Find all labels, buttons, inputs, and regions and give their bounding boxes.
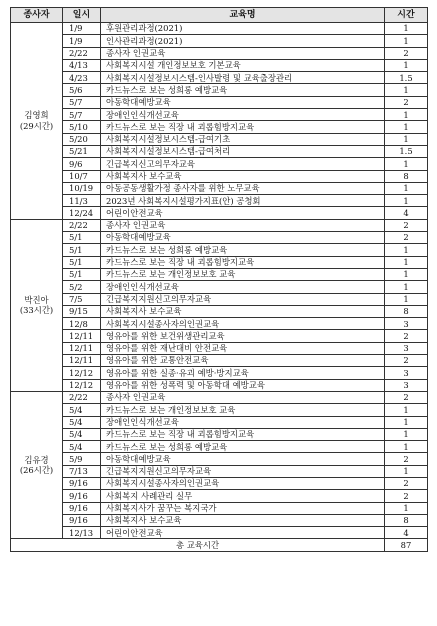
date-cell: 9/15: [63, 305, 101, 317]
hours-cell: 1: [385, 195, 428, 207]
hours-cell: 2: [385, 355, 428, 367]
table-row: [11, 305, 428, 317]
hours-cell: 3: [385, 367, 428, 379]
hours-cell: 1: [385, 84, 428, 96]
hours-cell: 1.5: [385, 145, 428, 157]
hours-cell: 1: [385, 244, 428, 256]
date-cell: 7/5: [63, 293, 101, 305]
date-cell: 2/22: [63, 391, 101, 403]
date-cell: 10/19: [63, 182, 101, 194]
course-cell: 아동학대예방교육: [101, 96, 385, 108]
date-cell: 2/22: [63, 219, 101, 231]
course-cell: 사회복지시설 개인정보보호 기본교육: [101, 59, 385, 71]
course-cell: 사회복지시설정보시스템-인사발령 및 교육출장관리: [101, 72, 385, 84]
hours-cell: 1: [385, 293, 428, 305]
date-cell: 12/12: [63, 379, 101, 391]
course-cell: 영유아를 위한 실종·유괴 예방·방지교육: [101, 367, 385, 379]
table-row: [11, 207, 428, 219]
hours-cell: 1: [385, 441, 428, 453]
course-cell: 사회복지시설정보시스템-급여기초: [101, 133, 385, 145]
header-course: 교육명: [101, 8, 385, 23]
date-cell: 5/7: [63, 109, 101, 121]
date-cell: 1/9: [63, 35, 101, 47]
hours-cell: 3: [385, 318, 428, 330]
table-row: [11, 96, 428, 108]
table-body: [11, 23, 428, 539]
course-cell: 카드뉴스로 보는 직장 내 괴롭힘방지교육: [101, 121, 385, 133]
table-row: [11, 170, 428, 182]
hours-cell: 3: [385, 379, 428, 391]
date-cell: 5/1: [63, 268, 101, 280]
course-cell: 후원관리과정(2021): [101, 23, 385, 35]
date-cell: 4/13: [63, 59, 101, 71]
course-cell: 아동학대예방교육: [101, 232, 385, 244]
date-cell: 12/24: [63, 207, 101, 219]
date-cell: 5/6: [63, 84, 101, 96]
table-row: [11, 182, 428, 194]
hours-cell: 1: [385, 465, 428, 477]
course-cell: 긴급복지지원신고의무자교육: [101, 465, 385, 477]
course-cell: 장애인인식개선교육: [101, 109, 385, 121]
date-cell: 12/8: [63, 318, 101, 330]
staff-total-hours: (29시간): [19, 120, 54, 131]
date-cell: 9/16: [63, 490, 101, 502]
table-row: [11, 158, 428, 170]
course-cell: 영유아를 위한 보건위생관리교육: [101, 330, 385, 342]
header-date: 일시: [63, 8, 101, 23]
course-cell: 영유아를 위한 재난대비 안전교육: [101, 342, 385, 354]
table-row: [11, 490, 428, 502]
table-row: [11, 465, 428, 477]
date-cell: 5/1: [63, 256, 101, 268]
hours-cell: 8: [385, 305, 428, 317]
course-cell: 아동공동생활가정 종사자를 위한 노무교육: [101, 182, 385, 194]
course-cell: 영유아를 위한 교통안전교육: [101, 355, 385, 367]
date-cell: 4/23: [63, 72, 101, 84]
course-cell: 종사자 인권교육: [101, 47, 385, 59]
date-cell: 5/20: [63, 133, 101, 145]
table-row: [11, 441, 428, 453]
table-row: [11, 244, 428, 256]
hours-cell: 1: [385, 416, 428, 428]
hours-cell: 1: [385, 109, 428, 121]
date-cell: 10/7: [63, 170, 101, 182]
date-cell: 11/3: [63, 195, 101, 207]
date-cell: 5/4: [63, 404, 101, 416]
date-cell: 12/11: [63, 355, 101, 367]
date-cell: 5/4: [63, 428, 101, 440]
course-cell: 카드뉴스로 보는 직장 내 괴롭힘방지교육: [101, 256, 385, 268]
hours-cell: 4: [385, 527, 428, 539]
course-cell: 사회복지시설종사자의인권교육: [101, 318, 385, 330]
hours-cell: 1.5: [385, 72, 428, 84]
table-row: [11, 342, 428, 354]
course-cell: 카드뉴스로 보는 성희롱 예방교육: [101, 84, 385, 96]
date-cell: 5/7: [63, 96, 101, 108]
date-cell: 9/16: [63, 502, 101, 514]
staff-total-hours: (26시간): [19, 465, 54, 476]
table-row: [11, 428, 428, 440]
hours-cell: 4: [385, 207, 428, 219]
table-row: [11, 72, 428, 84]
total-hours: 87: [385, 539, 428, 552]
hours-cell: 1: [385, 35, 428, 47]
date-cell: 5/1: [63, 244, 101, 256]
date-cell: 5/10: [63, 121, 101, 133]
staff-name: 김유경: [24, 454, 49, 465]
table-row: [11, 133, 428, 145]
hours-cell: 8: [385, 514, 428, 526]
course-cell: 2023년 사회복지시설평가지표(안) 공청회: [101, 195, 385, 207]
course-cell: 카드뉴스로 보는 성희롱 예방교육: [101, 441, 385, 453]
hours-cell: 2: [385, 47, 428, 59]
hours-cell: 1: [385, 256, 428, 268]
staff-name: 김영희: [24, 110, 49, 121]
hours-cell: 1: [385, 59, 428, 71]
date-cell: 9/16: [63, 514, 101, 526]
staff-name-cell: [11, 23, 63, 220]
date-cell: 12/12: [63, 367, 101, 379]
table-row: [11, 416, 428, 428]
hours-cell: 1: [385, 158, 428, 170]
hours-cell: 2: [385, 330, 428, 342]
course-cell: 사회복지사 보수교육: [101, 305, 385, 317]
date-cell: 5/21: [63, 145, 101, 157]
date-cell: 9/16: [63, 477, 101, 489]
table-row: [11, 293, 428, 305]
hours-cell: 1: [385, 281, 428, 293]
table-row: [11, 502, 428, 514]
date-cell: 9/6: [63, 158, 101, 170]
table-row: [11, 527, 428, 539]
date-cell: 5/9: [63, 453, 101, 465]
table-row: [11, 318, 428, 330]
course-cell: 인사관리과정(2021): [101, 35, 385, 47]
table-row: [11, 23, 428, 35]
table-row: [11, 232, 428, 244]
table-row: [11, 453, 428, 465]
hours-cell: 1: [385, 404, 428, 416]
table-row: [11, 330, 428, 342]
course-cell: 영유아를 위한 성폭력 및 아동학대 예방교육: [101, 379, 385, 391]
header-hours: 시간: [385, 8, 428, 23]
hours-cell: 1: [385, 268, 428, 280]
hours-cell: 8: [385, 170, 428, 182]
table-row: [11, 195, 428, 207]
table-row: [11, 404, 428, 416]
table-row: [11, 268, 428, 280]
total-row: [11, 539, 428, 552]
hours-cell: 3: [385, 342, 428, 354]
table-row: [11, 256, 428, 268]
course-cell: 종사자 인권교육: [101, 219, 385, 231]
hours-cell: 2: [385, 453, 428, 465]
course-cell: 사회복지시설종사자의인권교육: [101, 477, 385, 489]
table-row: [11, 379, 428, 391]
table-row: [11, 355, 428, 367]
table-row: [11, 59, 428, 71]
date-cell: 5/4: [63, 441, 101, 453]
table-row: [11, 84, 428, 96]
table-row: [11, 281, 428, 293]
hours-cell: 2: [385, 391, 428, 403]
table-row: [11, 477, 428, 489]
total-label: 총 교육시간: [11, 539, 385, 552]
hours-cell: 1: [385, 133, 428, 145]
course-cell: 어린이안전교육: [101, 527, 385, 539]
date-cell: 5/4: [63, 416, 101, 428]
staff-name: 박진아: [24, 294, 49, 305]
staff-total-hours: (33시간): [19, 305, 54, 316]
table-row: [11, 145, 428, 157]
hours-cell: 1: [385, 23, 428, 35]
course-cell: 카드뉴스로 보는 개인정보보호 교육: [101, 404, 385, 416]
course-cell: 사회복지사 보수교육: [101, 514, 385, 526]
hours-cell: 2: [385, 96, 428, 108]
table-row: [11, 121, 428, 133]
course-cell: 어린이안전교육: [101, 207, 385, 219]
course-cell: 사회복지시설정보시스템-급여처리: [101, 145, 385, 157]
hours-cell: 1: [385, 121, 428, 133]
course-cell: 카드뉴스로 보는 성희롱 예방교육: [101, 244, 385, 256]
date-cell: 2/22: [63, 47, 101, 59]
hours-cell: 2: [385, 219, 428, 231]
hours-cell: 1: [385, 428, 428, 440]
course-cell: 종사자 인권교육: [101, 391, 385, 403]
hours-cell: 1: [385, 182, 428, 194]
date-cell: 5/1: [63, 232, 101, 244]
course-cell: 카드뉴스로 보는 개인정보보호 교육: [101, 268, 385, 280]
table-row: [11, 35, 428, 47]
table-row: [11, 219, 428, 231]
hours-cell: 2: [385, 490, 428, 502]
hours-cell: 2: [385, 477, 428, 489]
course-cell: 장애인인식개선교육: [101, 281, 385, 293]
course-cell: 긴급복지지원신고의무자교육: [101, 293, 385, 305]
date-cell: 12/11: [63, 342, 101, 354]
training-table: [10, 7, 428, 552]
table-row: [11, 47, 428, 59]
staff-name-cell: [11, 219, 63, 391]
course-cell: 사회복지사 보수교육: [101, 170, 385, 182]
date-cell: 1/9: [63, 23, 101, 35]
header-person: 종사자: [11, 8, 63, 23]
training-record-document: [10, 7, 427, 552]
hours-cell: 2: [385, 232, 428, 244]
course-cell: 긴급복지신고의무자교육: [101, 158, 385, 170]
table-row: [11, 391, 428, 403]
course-cell: 사회복지사가 꿈꾸는 복지국가: [101, 502, 385, 514]
staff-name-cell: [11, 391, 63, 539]
date-cell: 12/13: [63, 527, 101, 539]
table-row: [11, 514, 428, 526]
table-row: [11, 109, 428, 121]
table-header-row: [11, 8, 428, 23]
hours-cell: 1: [385, 502, 428, 514]
table-row: [11, 367, 428, 379]
course-cell: 아동학대예방교육: [101, 453, 385, 465]
date-cell: 5/2: [63, 281, 101, 293]
course-cell: 카드뉴스로 보는 직장 내 괴롭힘방지교육: [101, 428, 385, 440]
course-cell: 장애인인식개선교육: [101, 416, 385, 428]
date-cell: 7/13: [63, 465, 101, 477]
date-cell: 12/11: [63, 330, 101, 342]
course-cell: 사회복지 사례관리 실무: [101, 490, 385, 502]
